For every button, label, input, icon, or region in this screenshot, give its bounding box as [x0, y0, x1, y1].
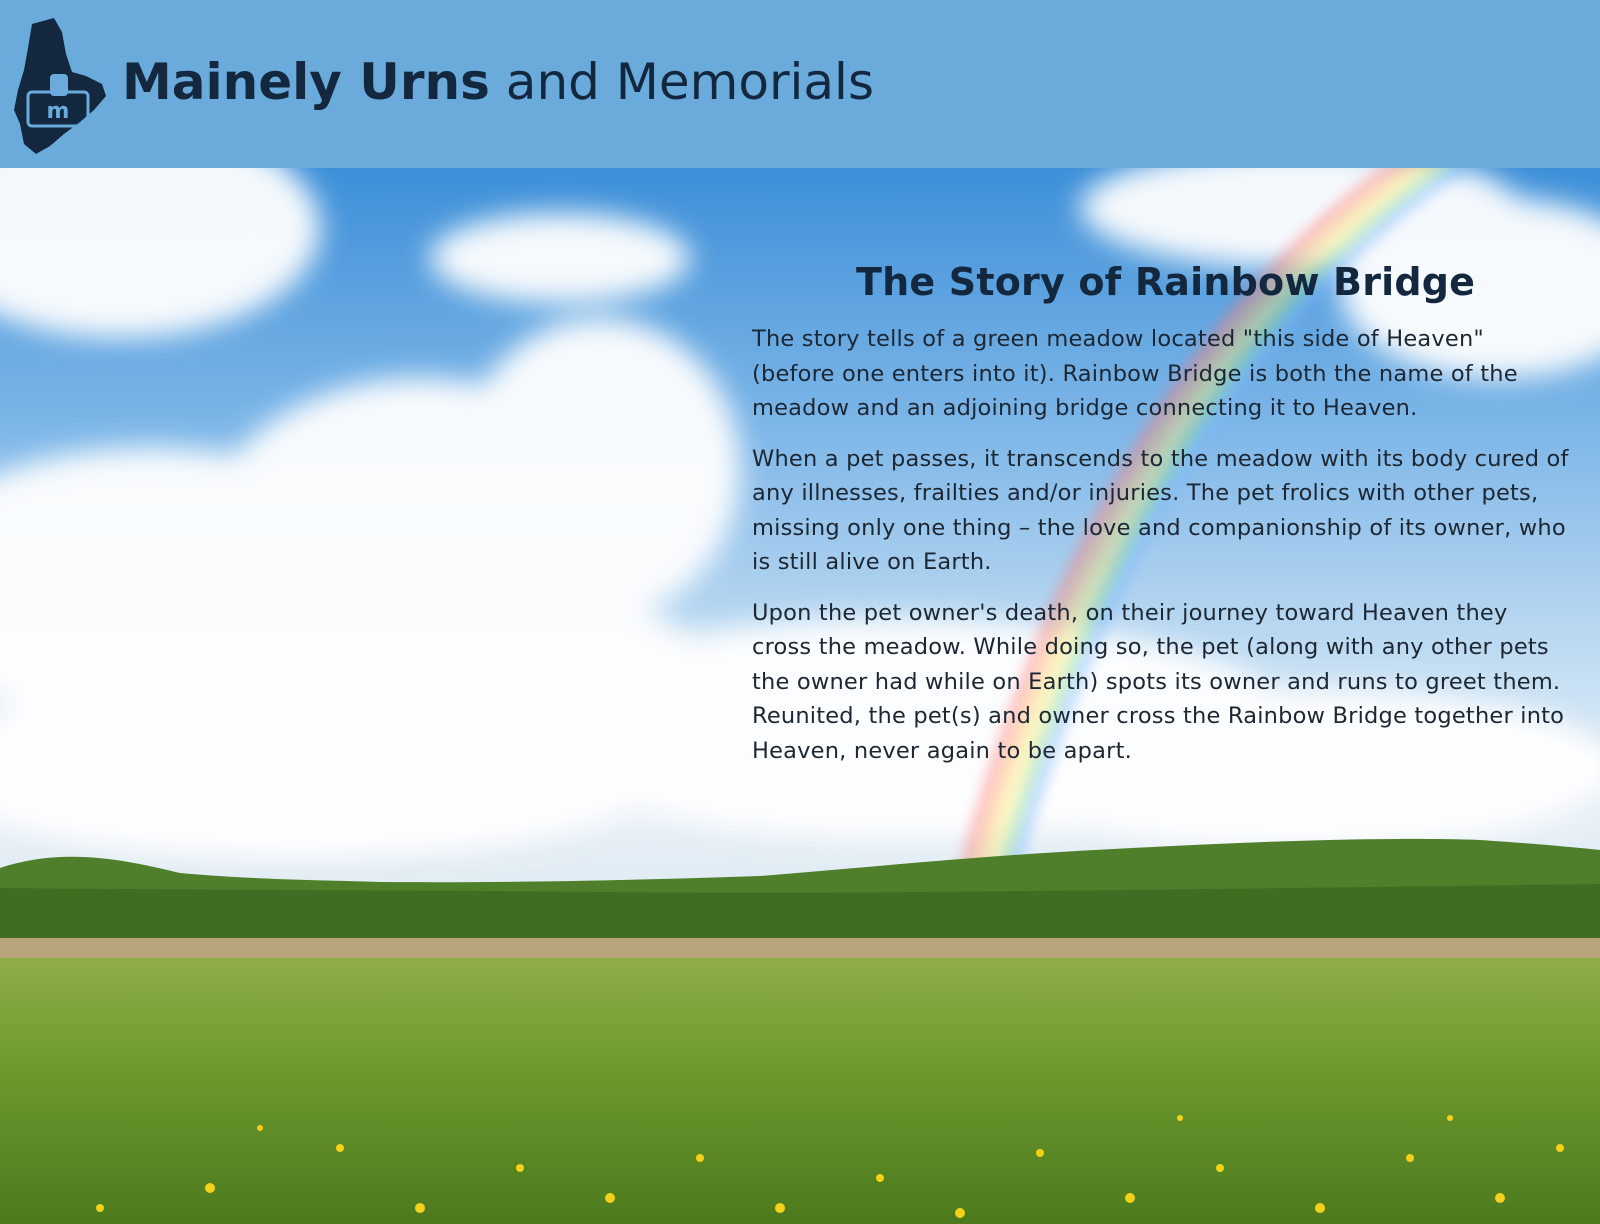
maine-state-urn-logo-icon — [14, 14, 106, 154]
story-title: The Story of Rainbow Bridge — [856, 260, 1476, 304]
brand-title[interactable] — [122, 50, 874, 114]
site-header — [0, 0, 1600, 168]
brand-name-bold: Mainely Urns — [122, 53, 490, 111]
story-paragraph-2: When a pet passes, it transcends to the meadow with its body cured of any illnesses, frailties and/or injuries. The pet frolics with other pets, missing only one thing – the love and companionship of its owner, who is still alive on Earth. — [752, 445, 1569, 575]
story-paragraph-3: Upon the pet owner's death, on their journey toward Heaven they cross the meadow. While doing so, the pet (along with any other pets the owner had while on Earth) spots its owner and runs to greet them. Reunited, the pet(s) and owner cross the Rainbow Bridge together into Heaven, never again to be apart. — [752, 599, 1565, 764]
story-paragraph-1: The story tells of a green meadow located "this side of Heaven" (before one enters into it). Rainbow Bridge is both the name of the meadow and an adjoining bridge connecting it to Heaven. — [752, 326, 1518, 421]
hero-background — [0, 168, 1600, 1224]
rainbow-bridge-story — [752, 260, 1572, 784]
svg-text:m: m — [46, 99, 70, 124]
brand-name-rest: and Memorials — [489, 53, 874, 111]
